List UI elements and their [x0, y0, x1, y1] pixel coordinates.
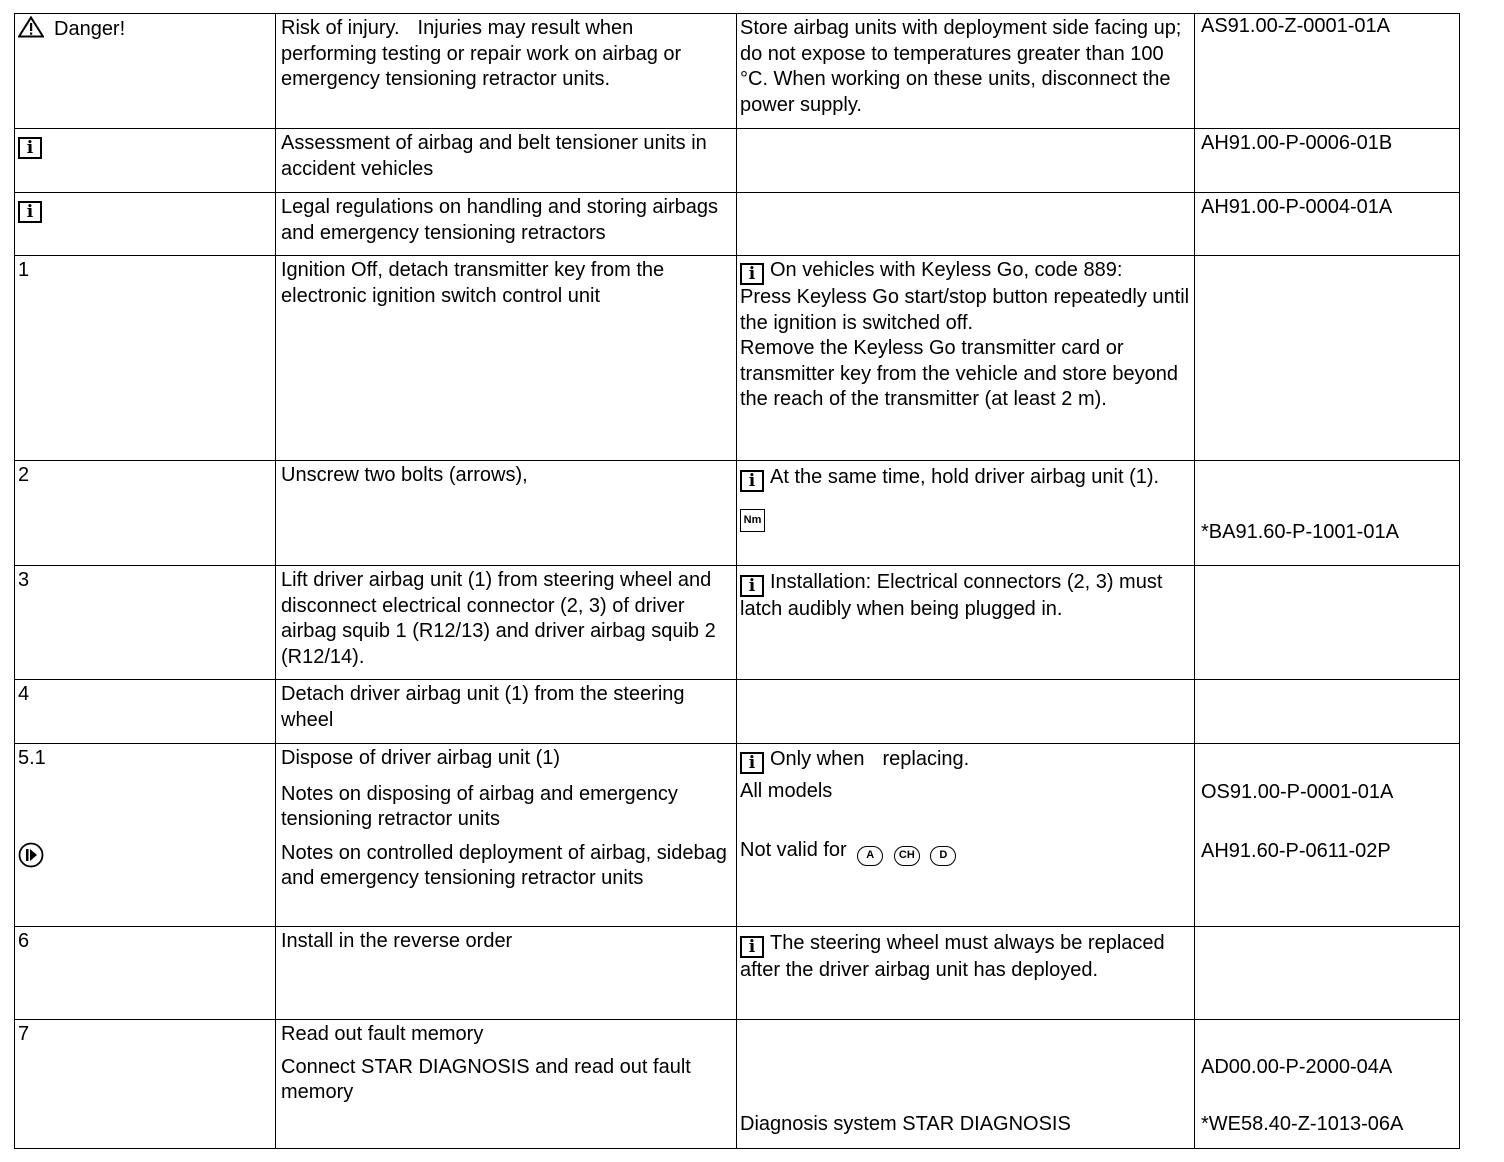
step-description: Legal regulations on handling and storing airbags and emergency tensioning retractors: [281, 196, 718, 244]
controlled-deployment-icon: [18, 842, 44, 876]
danger-label: Danger!: [54, 18, 126, 40]
table-row: [15, 566, 1460, 680]
step-number: 6: [18, 930, 30, 952]
risk-text: Injuries may result when performing testing or repair work on airbag or emergency tensioning retractor units.: [281, 17, 682, 90]
note-replacing: replacing.: [882, 748, 970, 770]
doc-reference-link[interactable]: AH91.00-P-0006-01B: [1201, 132, 1393, 154]
torque-nm-icon: Nm: [740, 509, 765, 532]
info-icon: i: [740, 936, 764, 958]
step-description: Dispose of driver airbag unit (1): [281, 747, 561, 769]
step-description: Detach driver airbag unit (1) from the steering wheel: [281, 683, 685, 731]
step-number: 4: [18, 683, 30, 705]
note-installation-label: Installation:: [770, 571, 872, 593]
warning-triangle-icon: [18, 16, 44, 46]
step-number: 2: [18, 464, 30, 486]
note-text: At the same time, hold driver airbag unit (1).: [770, 466, 1160, 488]
table-row: [15, 129, 1460, 193]
doc-reference-link[interactable]: AH91.00-P-0004-01A: [1201, 196, 1393, 218]
country-code-d: D: [930, 846, 956, 866]
step-number: 7: [18, 1023, 30, 1045]
doc-reference-link[interactable]: OS91.00-P-0001-01A: [1201, 781, 1394, 803]
tool-reference: Diagnosis system STAR DIAGNOSIS: [740, 1113, 1071, 1135]
doc-reference-link[interactable]: *BA91.60-P-1001-01A: [1201, 521, 1399, 543]
note-text: Remove the Keyless Go transmitter card or transmitter key from the vehicle and store beyond the reach of the transmitter (at least 2 m).: [740, 337, 1178, 410]
table-row: [15, 14, 1460, 129]
country-code-a: A: [857, 846, 883, 866]
info-icon: i: [740, 263, 764, 285]
note-text: Electrical connectors (2, 3) must latch audibly when being plugged in.: [740, 571, 1163, 620]
validity-note: Not valid for: [740, 838, 847, 861]
note-text: Press Keyless Go start/stop button repeatedly until the ignition is switched off.: [740, 286, 1190, 334]
table-row: [15, 744, 1460, 927]
risk-title: Risk of injury.: [281, 17, 400, 39]
doc-reference-link[interactable]: AS91.00-Z-0001-01A: [1201, 15, 1391, 37]
country-code-ch: CH: [894, 846, 920, 866]
step-description: Connect STAR DIAGNOSIS and read out fault memory: [281, 1055, 691, 1103]
table-row: [15, 256, 1460, 461]
table-row: [15, 1020, 1460, 1149]
note-keyless-go: On vehicles with Keyless Go, code 889:: [770, 259, 1123, 281]
step-description: Read out fault memory: [281, 1023, 484, 1045]
table-row: [15, 680, 1460, 744]
info-icon: i: [18, 137, 42, 159]
table-row: [15, 461, 1460, 566]
doc-reference-link[interactable]: AH91.60-P-0611-02P: [1201, 839, 1391, 862]
danger-instructions: Store airbag units with deployment side facing up; do not expose to temperatures greater than 100 °C. When working on these units, disconnect the power supply.: [740, 17, 1182, 116]
info-icon: i: [18, 201, 42, 223]
info-icon: i: [740, 575, 764, 597]
table-row: [15, 927, 1460, 1020]
info-icon: i: [740, 470, 764, 492]
step-description: Lift driver airbag unit (1) from steering wheel and disconnect electrical connector (2, 3) of driver airbag squib 1 (R12/13) and driver airbag squib 2 (R12/14).: [281, 569, 716, 668]
step-number: 3: [18, 569, 30, 591]
model-scope: All models: [740, 780, 833, 802]
doc-reference-link[interactable]: *WE58.40-Z-1013-06A: [1201, 1112, 1404, 1135]
step-description: Notes on controlled deployment of airbag, sidebag and emergency tensioning retractor units: [281, 841, 727, 889]
step-description: Install in the reverse order: [281, 930, 513, 952]
step-number: 1: [18, 259, 30, 281]
step-description: Ignition Off, detach transmitter key from the electronic ignition switch control unit: [281, 259, 665, 307]
info-icon: i: [740, 752, 764, 774]
procedure-table: [14, 13, 1460, 1149]
step-description: Assessment of airbag and belt tensioner units in accident vehicles: [281, 132, 707, 180]
step-description: Unscrew two bolts (arrows),: [281, 464, 528, 486]
table-row: [15, 193, 1460, 256]
note-text: The steering wheel must always be replaced after the driver airbag unit has deployed.: [740, 932, 1165, 981]
step-description: Notes on disposing of airbag and emergency tensioning retractor units: [281, 782, 678, 830]
note-only-when: Only when: [770, 748, 865, 770]
step-number: 5.1: [18, 747, 46, 769]
doc-reference-link[interactable]: AD00.00-P-2000-04A: [1201, 1056, 1393, 1078]
